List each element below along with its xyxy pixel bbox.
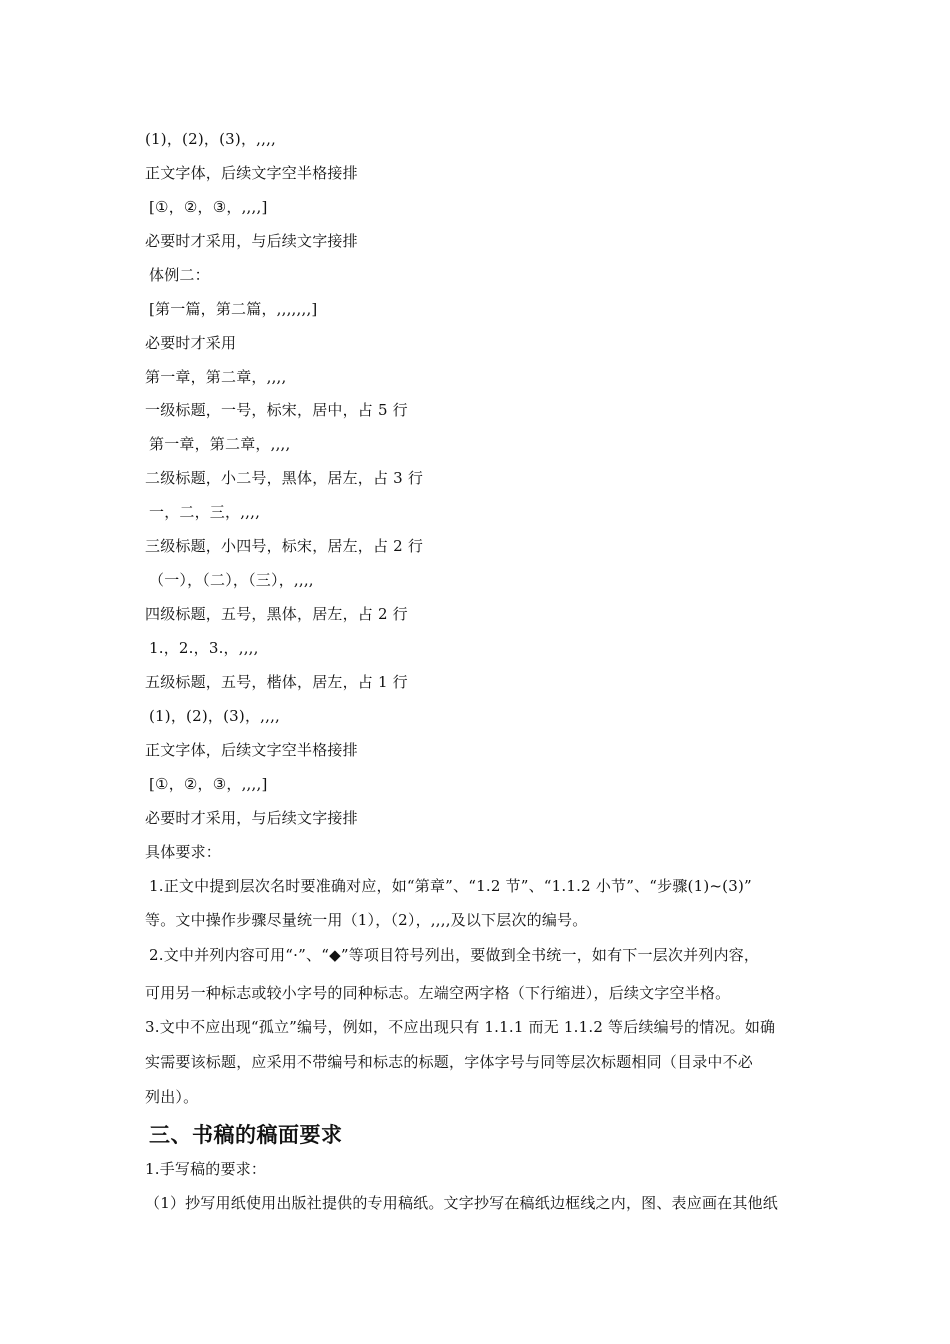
text-line: 等。文中操作步骤尽量统一用（1），（2），,,,,及以下层次的编号。 <box>145 911 588 929</box>
text-line: 第一章，第二章，,,,, <box>145 368 287 386</box>
text-line: 一，二，三，,,,, <box>149 503 261 521</box>
text-line: 实需要该标题，应采用不带编号和标志的标题，字体字号与同等层次标题相同（目录中不必 <box>145 1053 754 1071</box>
text-line: 可用另一种标志或较小字号的同种标志。左端空两字格（下行缩进），后续文字空半格。 <box>145 984 731 1002</box>
text-line: （1）抄写用纸使用出版社提供的专用稿纸。文字抄写在稿纸边框线之内，图、表应画在其他纸 <box>145 1194 778 1212</box>
text-line: 体例二： <box>149 266 210 284</box>
text-line: 2.文中并列内容可用“·”、“◆”等项目符号列出，要做到全书统一，如有下一层次并列内容， <box>149 946 760 964</box>
text-line: 1.，2.，3.，,,,, <box>149 639 259 657</box>
text-line: [①，②，③，,,,,] <box>149 775 268 793</box>
text-line: [第一篇，第二篇，,,,,,,,] <box>149 300 318 318</box>
text-line: 二级标题，小二号，黑体，居左，占 3 行 <box>145 469 424 487</box>
text-line: (1)，(2)，(3)，,,,, <box>149 707 281 725</box>
text-line: (1)，(2)，(3)，,,,, <box>145 130 277 148</box>
text-line: 必要时才采用 <box>145 334 237 352</box>
text-line: 正文字体，后续文字空半格接排 <box>145 741 358 759</box>
section-heading: 三、书稿的稿面要求 <box>149 1122 343 1147</box>
text-line: [①，②，③，,,,,] <box>149 198 268 216</box>
text-line: 一级标题，一号，标宋，居中，占 5 行 <box>145 401 408 419</box>
text-line: （一），（二），（三），,,,, <box>149 571 314 589</box>
text-line: 必要时才采用，与后续文字接排 <box>145 232 358 250</box>
text-line: 三级标题，小四号，标宋，居左，占 2 行 <box>145 537 424 555</box>
text-line: 1.正文中提到层次名时要准确对应，如“第章”、“1.2 节”、“1.1.2 小节”、“步骤(1)~(3)” <box>149 877 752 895</box>
text-line: 必要时才采用，与后续文字接排 <box>145 809 358 827</box>
text-line: 具体要求： <box>145 843 222 861</box>
text-line: 3.文中不应出现“孤立”编号，例如，不应出现只有 1.1.1 而无 1.1.2 等后续编号的情况。如确 <box>145 1018 776 1036</box>
text-line: 1.手写稿的要求： <box>145 1160 267 1178</box>
text-line: 正文字体，后续文字空半格接排 <box>145 164 358 182</box>
text-line: 四级标题，五号，黑体，居左，占 2 行 <box>145 605 408 623</box>
text-line: 第一章，第二章，,,,, <box>149 435 291 453</box>
text-line: 列出）。 <box>145 1088 199 1106</box>
text-line: 五级标题，五号，楷体，居左，占 1 行 <box>145 673 408 691</box>
